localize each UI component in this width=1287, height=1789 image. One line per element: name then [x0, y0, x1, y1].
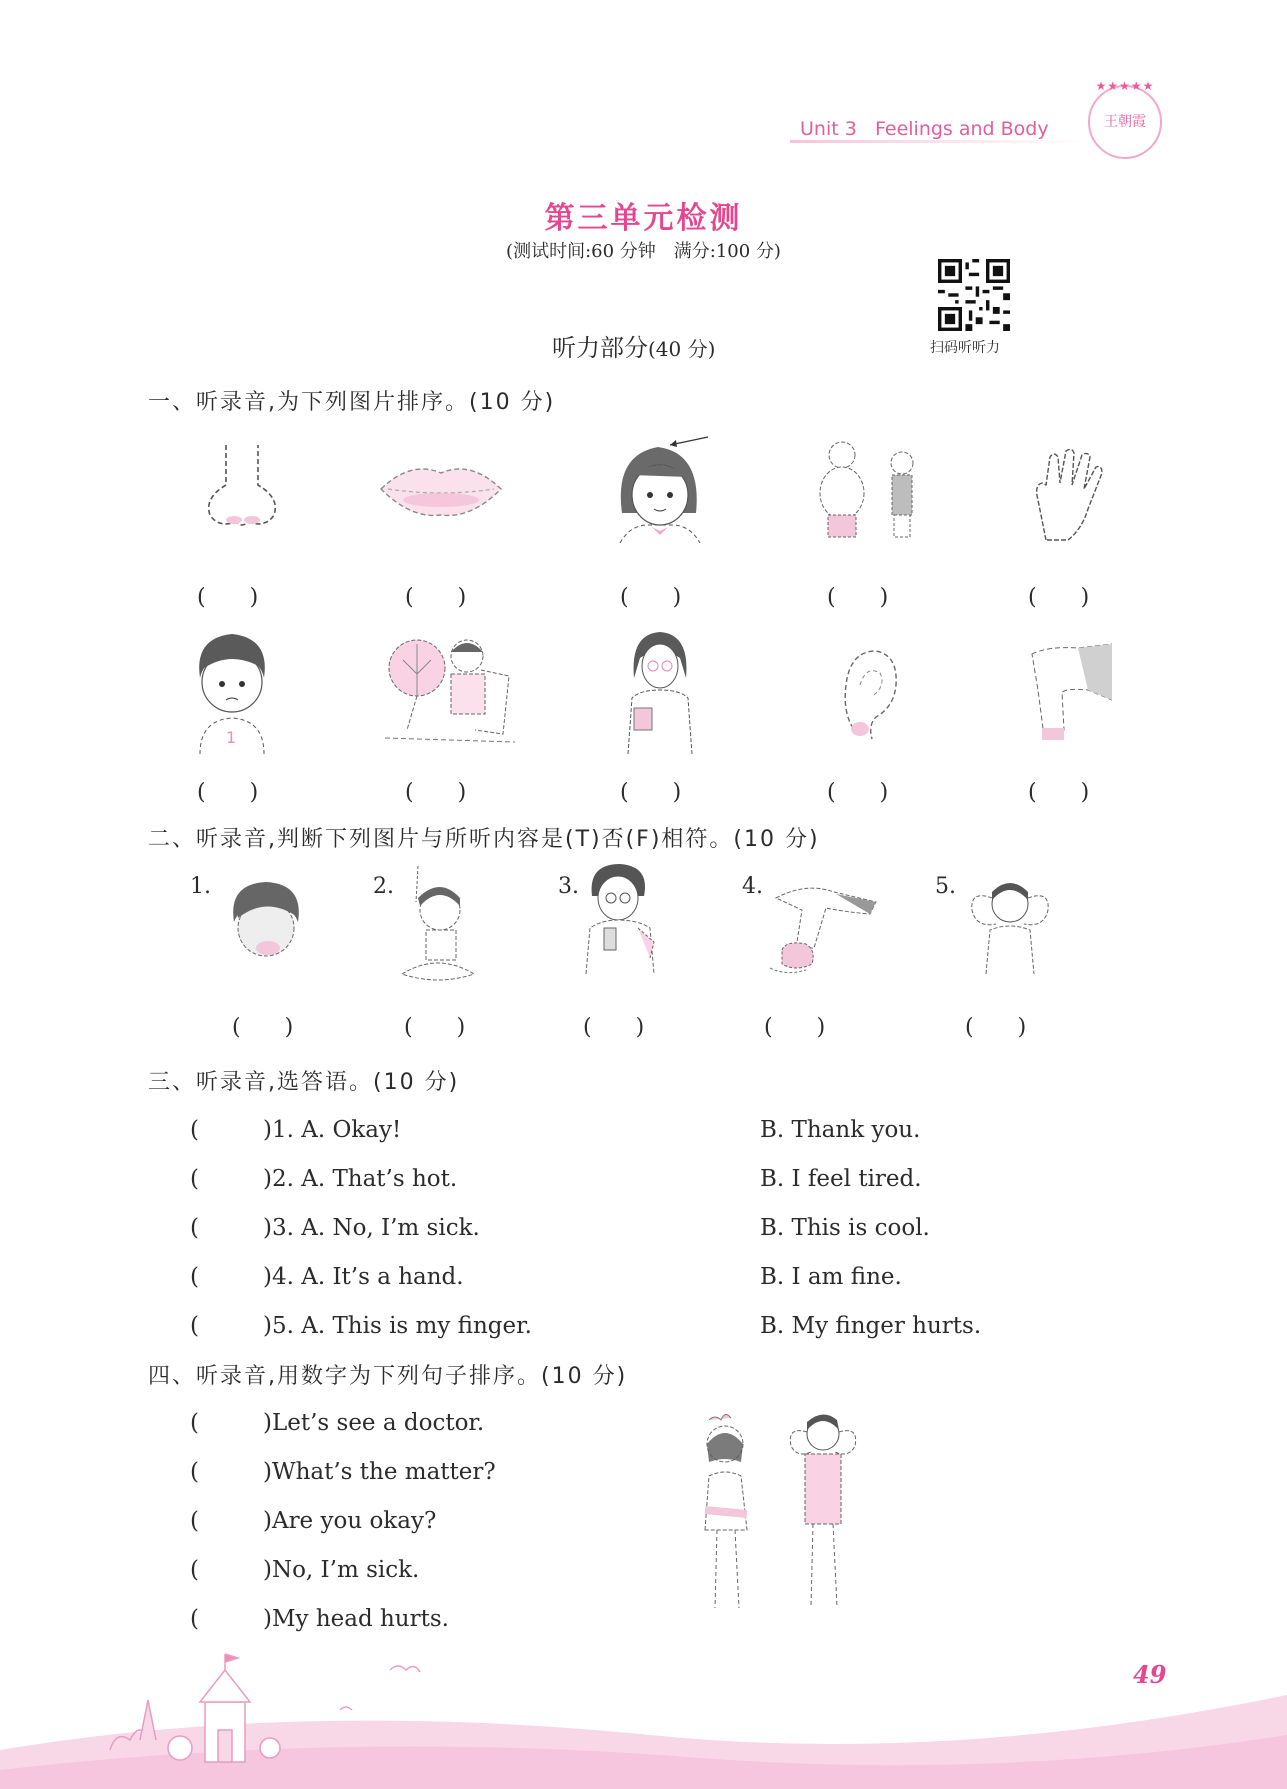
answer-blank[interactable]: ( ) [197, 780, 259, 805]
qr-caption: 扫码听听力 [930, 340, 1000, 356]
fan-hot-icon [385, 630, 515, 745]
answer-blank[interactable]: ( ) [404, 1015, 466, 1040]
option-b: B. Thank you. [760, 1117, 921, 1143]
svg-text:1: 1 [226, 728, 237, 747]
two-kids-icon [695, 1410, 875, 1620]
sentence-row [190, 1508, 436, 1534]
seal-text: 王朝霞 [1104, 114, 1146, 130]
option-b: B. My finger hurts. [760, 1313, 982, 1339]
listening-part-label: 听力部分 [552, 334, 648, 362]
option-row [190, 1313, 532, 1339]
option-a: )4. A. It’s a hand. [262, 1264, 464, 1290]
qr-code-icon[interactable] [938, 259, 1010, 331]
girl-hand-up-icon [398, 862, 478, 986]
option-a: )5. A. This is my finger. [262, 1313, 532, 1339]
test-info: (测试时间:60 分钟 满分:100 分) [506, 241, 781, 262]
hair-icon [610, 435, 710, 543]
open-paren[interactable]: ( [190, 1459, 199, 1485]
section1-heading: 一、听录音,为下列图片排序。(10 分) [148, 390, 556, 415]
nose-icon [196, 440, 288, 530]
sentence: )Are you okay? [262, 1508, 437, 1534]
ear-icon [838, 645, 902, 745]
answer-blank[interactable]: ( ) [405, 780, 467, 805]
page-number: 49 [1133, 1660, 1167, 1689]
open-paren[interactable]: ( [190, 1508, 199, 1534]
option-a: )2. A. That’s hot. [262, 1166, 458, 1192]
option-row [190, 1215, 480, 1241]
option-row [190, 1166, 457, 1192]
item-number: 3. [558, 874, 579, 899]
sentence-row [190, 1557, 419, 1583]
answer-blank[interactable]: ( ) [620, 780, 682, 805]
item-number: 2. [373, 874, 394, 899]
open-paren[interactable]: ( [190, 1264, 199, 1290]
sad-boy-icon [190, 628, 274, 754]
section2-heading: 二、听录音,判断下列图片与所听内容是(T)否(F)相符。(10 分) [148, 827, 820, 852]
answer-blank[interactable]: ( ) [764, 1015, 826, 1040]
answer-blank[interactable]: ( ) [965, 1015, 1027, 1040]
item-number: 5. [935, 874, 956, 899]
page-title: 第三单元检测 [544, 201, 743, 236]
doctor-icon [620, 628, 700, 754]
answer-blank[interactable]: ( ) [1028, 585, 1090, 610]
answer-blank[interactable]: ( ) [1028, 780, 1090, 805]
listening-part-title [552, 328, 715, 363]
listening-part-score: (40 分) [648, 337, 716, 361]
open-paren[interactable]: ( [190, 1410, 199, 1436]
sentence-row [190, 1606, 449, 1632]
answer-blank[interactable]: ( ) [620, 585, 682, 610]
unit-label: Unit 3 [800, 118, 857, 140]
answer-blank[interactable]: ( ) [197, 585, 259, 610]
header-rule [790, 140, 1090, 143]
item-number: 1. [190, 874, 211, 899]
answer-blank[interactable]: ( ) [827, 585, 889, 610]
open-paren[interactable]: ( [190, 1215, 199, 1241]
option-a: )3. A. No, I’m sick. [262, 1215, 480, 1241]
arm-icon [1028, 640, 1112, 746]
stars-icon: ★★★★★ [1095, 79, 1155, 93]
section3-heading: 三、听录音,选答语。(10 分) [148, 1070, 460, 1095]
hands-on-head-icon [960, 870, 1060, 974]
open-paren[interactable]: ( [190, 1313, 199, 1339]
option-a: )1. A. Okay! [262, 1117, 402, 1143]
hand-icon [1028, 445, 1112, 545]
footer-wave-decoration [0, 1640, 1287, 1789]
option-b: B. I feel tired. [760, 1166, 922, 1192]
hurt-foot-icon [766, 878, 884, 978]
answer-blank[interactable]: ( ) [827, 780, 889, 805]
sentence-row [190, 1459, 496, 1485]
open-paren[interactable]: ( [190, 1117, 199, 1143]
boy-face-icon [226, 878, 306, 962]
sentence: )Let’s see a doctor. [262, 1410, 485, 1436]
unit-topic: Feelings and Body [875, 118, 1049, 140]
open-paren[interactable]: ( [190, 1166, 199, 1192]
sentence: )What’s the matter? [262, 1459, 496, 1485]
sentence-row [190, 1410, 484, 1436]
sentence: )No, I’m sick. [262, 1557, 420, 1583]
option-b: B. I am fine. [760, 1264, 902, 1290]
answer-blank[interactable]: ( ) [405, 585, 467, 610]
option-row [190, 1264, 464, 1290]
open-paren[interactable]: ( [190, 1606, 199, 1632]
fat-thin-icon [812, 435, 930, 543]
publisher-seal [1088, 79, 1162, 159]
answer-blank[interactable]: ( ) [232, 1015, 294, 1040]
option-row [190, 1117, 401, 1143]
boy-drinking-icon [578, 862, 660, 974]
sentence: )My head hurts. [262, 1606, 449, 1632]
mouth-icon [376, 455, 506, 523]
answer-blank[interactable]: ( ) [583, 1015, 645, 1040]
section4-heading: 四、听录音,用数字为下列句子排序。(10 分) [148, 1364, 628, 1389]
item-number: 4. [742, 874, 763, 899]
open-paren[interactable]: ( [190, 1557, 199, 1583]
option-b: B. This is cool. [760, 1215, 930, 1241]
